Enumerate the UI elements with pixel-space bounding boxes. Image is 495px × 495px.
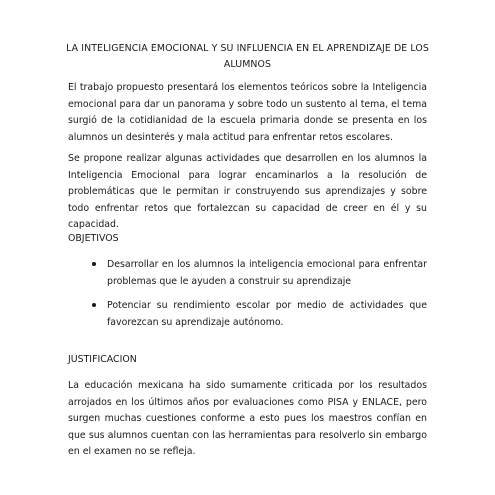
objective-text-2: Potenciar su rendimiento escolar por medio de actividades que favorezcan su aprendizaje autónomo. (107, 300, 427, 328)
objectives-heading: OBJETIVOS (68, 233, 119, 244)
document-title: LA INTELIGENCIA EMOCIONAL Y SU INFLUENCIA EN EL APRENDIZAJE DE LOS ALUMNOS (66, 43, 429, 70)
intro-paragraph-1: El trabajo propuesto presentará los elementos teóricos sobre la Inteligencia emocional para dar un panorama y sobre todo un sustento al tema, el tema surgió de la cotidianidad de la escuela primaria donde se presenta en los alumnos un desinterés y mala actitud para enfrentar retos escolares. (68, 82, 427, 143)
justification-heading: JUSTIFICACION (68, 354, 137, 365)
bullet-icon (92, 262, 96, 266)
bullet-icon (92, 303, 96, 307)
objective-text-1: Desarrollar en los alumnos la inteligencia emocional para enfrentar problemas que le ayuden a construir su aprendizaje (107, 259, 427, 287)
justification-paragraph: La educación mexicana ha sido sumamente criticada por los resultados arrojados en los últimos años por evaluaciones como PISA y ENLACE, pero surgen muchas cuestiones conforme a esto pues los maestros confían en que sus alumnos cuentan con las herramientas para resolverlo sin embargo en el examen no se refleja. (68, 380, 427, 457)
intro-paragraph-2: Se propone realizar algunas actividades que desarrollen en los alumnos la Inteligencia Emocional para lograr encaminarlos a la resolución de problemáticas que le permitan ir construyendo sus aprendizajes y sobre todo enfrentar retos que fortalezcan su capacidad de creer en él y su capacidad. (68, 153, 427, 230)
